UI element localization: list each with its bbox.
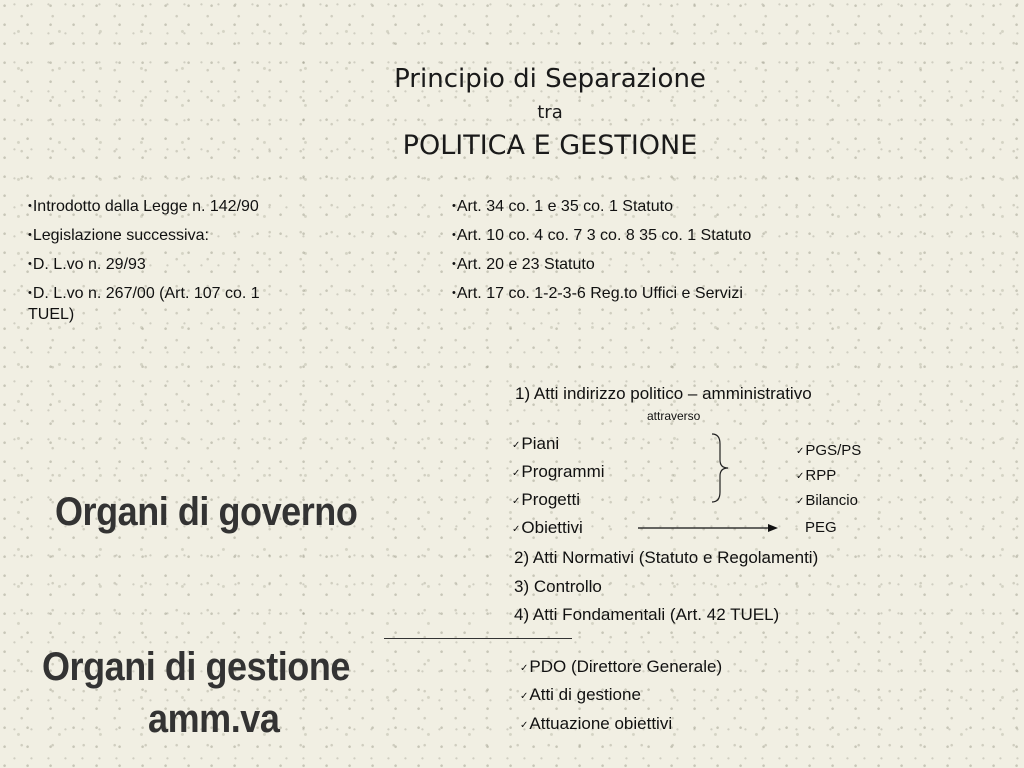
left-ref-4-line1: • D. L.vo n. 267/00 (Art. 107 co. 1: [28, 285, 260, 302]
right-ref-4: • Art. 17 co. 1-2-3-6 Reg.to Uffici e Servizi: [452, 284, 952, 305]
brace-icon: [708, 432, 732, 504]
gestione-heading-line1: Organi di gestione: [42, 645, 350, 689]
check-attuazione-obiettivi: ✓ Attuazione obiettivi: [520, 714, 672, 737]
right-ref-1: • Art. 34 co. 1 e 35 co. 1 Statuto: [452, 197, 952, 218]
check-progetti: ✓ Progetti: [512, 490, 580, 513]
left-ref-4: [28, 284, 358, 325]
title-line-3: POLITICA E GESTIONE: [402, 130, 698, 161]
governo-item-3: 3) Controllo: [514, 577, 602, 596]
left-ref-4-line2: TUEL): [28, 306, 75, 323]
check-pdo: ✓ PDO (Direttore Generale): [520, 657, 722, 680]
target-bilancio: ✓ Bilancio: [796, 492, 858, 509]
governo-item-4: 4) Atti Fondamentali (Art. 42 TUEL): [514, 605, 780, 624]
governo-heading: Organi di governo: [55, 490, 358, 534]
attraverso-label: attraverso: [647, 409, 701, 423]
left-references: [28, 197, 358, 325]
right-ref-2: • Art. 10 co. 4 co. 7 3 co. 8 35 co. 1 Statuto: [452, 226, 952, 247]
target-peg: PEG: [805, 519, 837, 536]
left-ref-3: • D. L.vo n. 29/93: [28, 255, 358, 276]
governo-item-2: 2) Atti Normativi (Statuto e Regolamenti): [514, 548, 819, 567]
check-obiettivi: ✓ Obiettivi: [512, 518, 583, 541]
check-piani: ✓ Piani: [512, 434, 559, 457]
right-references: [452, 197, 952, 313]
check-atti-gestione: ✓ Atti di gestione: [520, 685, 641, 708]
left-ref-1: • Introdotto dalla Legge n. 142/90: [28, 197, 358, 218]
check-programmi: ✓ Programmi: [512, 462, 605, 485]
title-line-2: tra: [537, 102, 563, 123]
left-ref-2: • Legislazione successiva:: [28, 226, 358, 247]
gestione-heading-line2: amm.va: [148, 697, 280, 741]
target-rpp: ✓ RPP: [796, 467, 836, 484]
right-ref-3: • Art. 20 e 23 Statuto: [452, 255, 952, 276]
target-pgs-ps: ✓ PGS/PS: [796, 442, 861, 459]
arrow-icon: [638, 521, 780, 535]
section-divider: [384, 638, 572, 639]
title-line-1: Principio di Separazione: [394, 64, 706, 94]
governo-item-1: 1) Atti indirizzo politico – amministrativo: [515, 384, 812, 403]
